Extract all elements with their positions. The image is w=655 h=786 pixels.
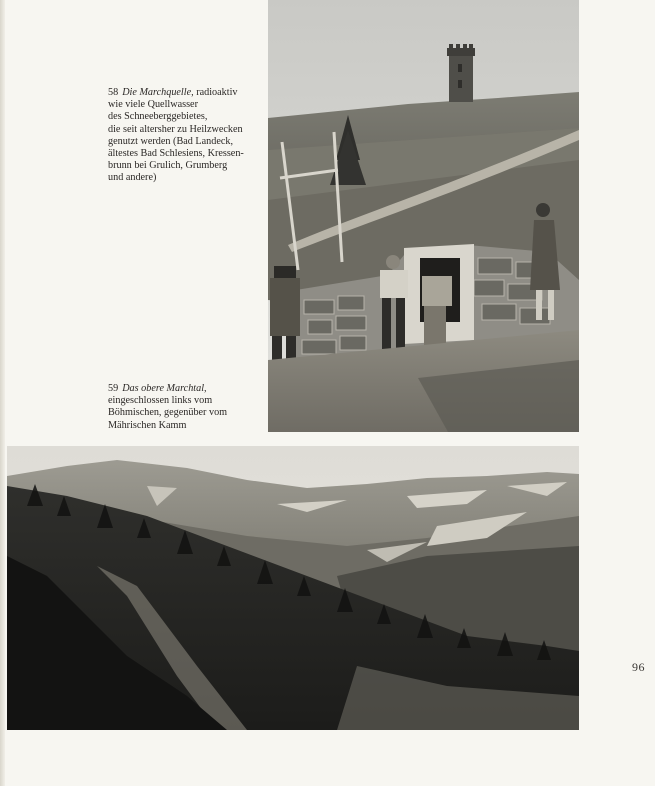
spring-house-illustration <box>268 0 579 432</box>
valley-illustration <box>7 446 579 730</box>
caption-line: eingeschlossen links vom <box>108 395 213 407</box>
caption-line: radioaktiv <box>193 87 238 98</box>
caption-number: 59 <box>108 383 119 394</box>
caption-line: des Schneeberggebietes, <box>108 111 208 123</box>
caption-line: die seit altersher zu Heilzwecken <box>108 123 243 135</box>
caption-line: Böhmischen, gegenüber vom <box>108 407 228 419</box>
caption-line: Mährischen Kamm <box>108 419 187 431</box>
caption-line: wie viele Quellwasser <box>108 99 198 111</box>
page-binding-edge <box>0 0 5 786</box>
page-number: 96 <box>632 660 645 674</box>
caption-58 <box>108 87 268 185</box>
caption-title: Die Marchquelle, <box>122 87 194 98</box>
caption-line: ältestes Bad Schlesiens, Kressen- <box>108 148 244 160</box>
caption-line: und andere) <box>108 172 157 184</box>
photo-spring-house <box>268 0 579 432</box>
caption-line: genutzt werden (Bad Landeck, <box>108 135 234 147</box>
lookout-tower <box>447 44 475 102</box>
caption-59 <box>108 383 258 432</box>
photo-forested-valley <box>7 446 579 730</box>
caption-title: Das obere Marchtal, <box>122 383 207 394</box>
caption-line: brunn bei Grulich, Grumberg <box>108 160 228 172</box>
caption-number: 58 <box>108 87 119 98</box>
